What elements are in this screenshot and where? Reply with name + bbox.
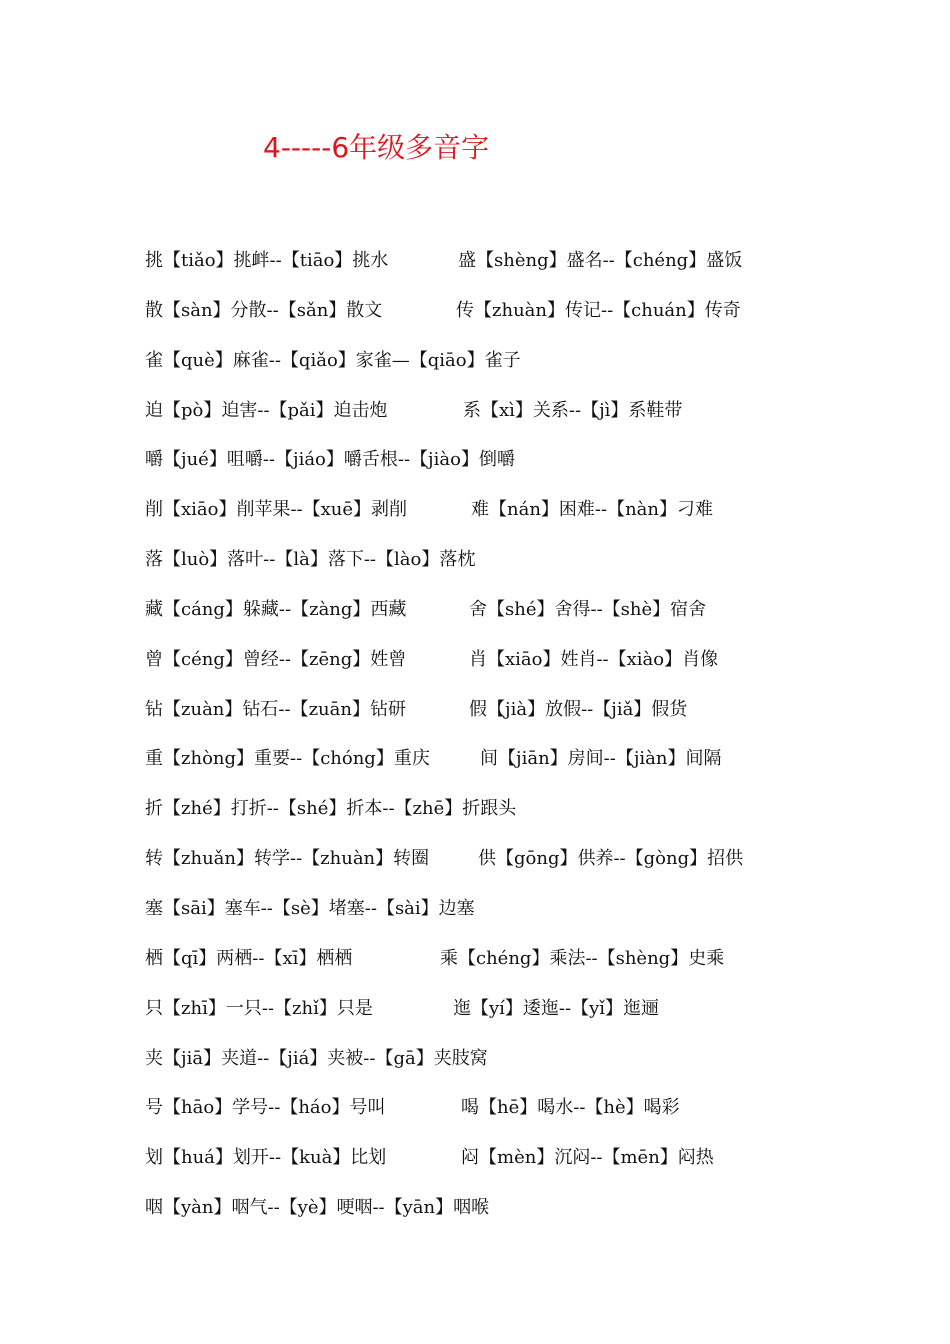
- entry-row: [145, 391, 905, 441]
- entry-right: 假【jià】放假--【jiǎ】假货: [469, 698, 688, 720]
- entry-row: [145, 939, 905, 989]
- entry-left: 藏【cáng】躲藏--【zàng】西藏: [145, 598, 407, 620]
- entry-right: 传【zhuàn】传记--【chuán】传奇: [456, 299, 741, 321]
- entry-row: [145, 1088, 905, 1138]
- entry-left: 散【sàn】分散--【sǎn】散文: [145, 299, 383, 321]
- entry-left: 削【xiāo】削苹果--【xuē】剥削: [145, 499, 408, 521]
- entry-right: 舍【shé】舍得--【shè】宿舍: [469, 598, 707, 620]
- entry-left: 咽【yàn】咽气--【yè】哽咽--【yān】咽喉: [145, 1197, 490, 1219]
- entry-left: 嚼【jué】咀嚼--【jiáo】嚼舌根--【jiào】倒嚼: [145, 449, 515, 471]
- entry-row: [145, 241, 905, 291]
- entry-left: 迫【pò】迫害--【pǎi】迫击炮: [145, 399, 388, 421]
- entry-left: 重【zhòng】重要--【chóng】重庆: [145, 748, 430, 770]
- entry-row: [145, 1138, 905, 1188]
- entry-row: [145, 640, 905, 690]
- entry-row: [145, 789, 905, 839]
- page-title: 4-----6年级多音字: [263, 131, 490, 164]
- entry-right: 迤【yí】逶迤--【yǐ】迤逦: [453, 997, 660, 1019]
- entry-left: 钻【zuàn】钻石--【zuān】钻研: [145, 698, 406, 720]
- entry-row: [145, 341, 905, 391]
- entry-left: 号【hāo】学号--【háo】号叫: [145, 1097, 386, 1119]
- entry-row: [145, 690, 905, 740]
- entry-row: [145, 490, 905, 540]
- polyphone-list: [145, 241, 905, 1238]
- entry-left: 栖【qī】两栖--【xī】栖栖: [145, 947, 353, 969]
- entry-left: 折【zhé】打折--【shé】折本--【zhē】折跟头: [145, 798, 517, 820]
- entry-left: 塞【sāi】塞车--【sè】堵塞--【sài】边塞: [145, 897, 475, 919]
- entry-left: 夹【jiā】夹道--【jiá】夹被--【gā】夹肢窝: [145, 1047, 488, 1069]
- entry-right: 肖【xiāo】姓肖--【xiào】肖像: [469, 648, 719, 670]
- entry-row: [145, 1039, 905, 1089]
- entry-right: 难【nán】困难--【nàn】刁难: [471, 499, 713, 521]
- entry-row: [145, 590, 905, 640]
- entry-row: [145, 291, 905, 341]
- entry-right: 盛【shèng】盛名--【chéng】盛饭: [458, 250, 743, 271]
- entry-row: [145, 1188, 905, 1238]
- entry-left: 转【zhuǎn】转学--【zhuàn】转圈: [145, 848, 430, 870]
- entry-row: [145, 739, 905, 789]
- entry-right: 喝【hē】喝水--【hè】喝彩: [461, 1097, 680, 1119]
- entry-row: [145, 440, 905, 490]
- entry-left: 挑【tiǎo】挑衅--【tiāo】挑水: [145, 250, 389, 271]
- entry-left: 雀【què】麻雀--【qiǎo】家雀—【qiāo】雀子: [145, 349, 521, 371]
- entry-left: 落【luò】落叶--【là】落下--【lào】落枕: [145, 549, 476, 571]
- entry-right: 供【gōng】供养--【gòng】招供: [478, 848, 744, 870]
- entry-left: 曾【céng】曾经--【zēng】姓曾: [145, 648, 407, 670]
- entry-row: [145, 540, 905, 590]
- entry-left: 划【huá】划开--【kuà】比划: [145, 1147, 387, 1169]
- entry-right: 闷【mèn】沉闷--【mēn】闷热: [461, 1147, 714, 1169]
- entry-row: [145, 989, 905, 1039]
- entry-row: [145, 889, 905, 939]
- entry-row: [145, 839, 905, 889]
- entry-right: 间【jiān】房间--【jiàn】间隔: [480, 748, 722, 770]
- entry-right: 乘【chéng】乘法--【shèng】史乘: [440, 947, 725, 969]
- entry-right: 系【xì】关系--【jì】系鞋带: [463, 399, 683, 421]
- entry-left: 只【zhī】一只--【zhǐ】只是: [145, 997, 373, 1019]
